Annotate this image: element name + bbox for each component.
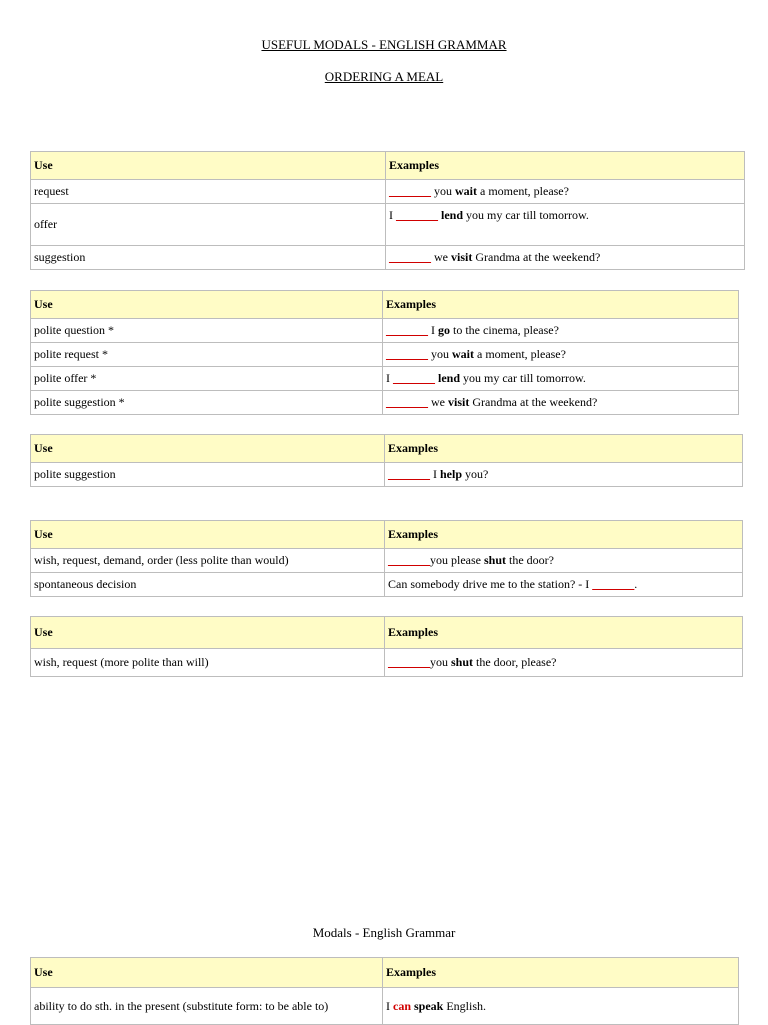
example-cell: _______ you wait a moment, please?: [383, 343, 739, 367]
page-subtitle: ORDERING A MEAL: [324, 69, 444, 84]
example-cell: _______ we visit Grandma at the weekend?: [386, 246, 745, 270]
table-row: [31, 391, 739, 415]
use-cell: wish, request, demand, order (less polite than would): [31, 549, 385, 573]
header-examples: Examples: [383, 958, 739, 988]
table-row: [31, 463, 743, 487]
use-cell: polite offer *: [31, 367, 383, 391]
example-cell: _______ I help you?: [385, 463, 743, 487]
modals-table-6: [30, 957, 739, 1025]
blank-gap: _______: [396, 208, 438, 222]
table-row: [31, 319, 739, 343]
modals-table-4: [30, 520, 743, 597]
table-header-row: [31, 617, 743, 649]
table-row: [31, 649, 743, 677]
page-title: USEFUL MODALS - ENGLISH GRAMMAR: [261, 37, 507, 52]
table-header-row: [31, 521, 743, 549]
example-cell: _______ we visit Grandma at the weekend?: [383, 391, 739, 415]
use-cell: ability to do sth. in the present (substitute form: to be able to): [31, 988, 383, 1025]
blank-gap: _______: [389, 184, 431, 198]
use-cell: suggestion: [31, 246, 386, 270]
example-cell: _______you please shut the door?: [385, 549, 743, 573]
example-cell: _______ I go to the cinema, please?: [383, 319, 739, 343]
use-cell: polite question *: [31, 319, 383, 343]
modals-table-5: [30, 616, 743, 677]
blank-gap: _______: [389, 250, 431, 264]
table-header-row: [31, 152, 745, 180]
modals-table-2: [30, 290, 739, 415]
header-use: Use: [31, 152, 386, 180]
table-header-row: [31, 435, 743, 463]
table-row: [31, 573, 743, 597]
example-cell: I _______ lend you my car till tomorrow.: [386, 204, 745, 246]
example-cell: _______ you wait a moment, please?: [386, 180, 745, 204]
use-cell: polite request *: [31, 343, 383, 367]
table-row: [31, 367, 739, 391]
table-row: [31, 549, 743, 573]
example-cell: _______you shut the door, please?: [385, 649, 743, 677]
blank-gap: _______: [388, 553, 430, 567]
blank-gap: _______: [592, 577, 635, 591]
modals-table-1: [30, 151, 745, 270]
use-cell: wish, request (more polite than will): [31, 649, 385, 677]
header-use: Use: [31, 291, 383, 319]
example-cell: Can somebody drive me to the station? - I _______.: [385, 573, 743, 597]
header-use: Use: [31, 435, 385, 463]
use-cell: polite suggestion *: [31, 391, 383, 415]
header-examples: Examples: [385, 521, 743, 549]
header-use: Use: [31, 617, 385, 649]
table-row: [31, 180, 745, 204]
use-cell: polite suggestion: [31, 463, 385, 487]
modal-verb: can: [393, 998, 411, 1013]
example-cell: I _______ lend you my car till tomorrow.: [383, 367, 739, 391]
header-examples: Examples: [385, 617, 743, 649]
blank-gap: _______: [386, 323, 428, 337]
section-caption: Modals - English Grammar: [312, 925, 456, 940]
table-row: [31, 343, 739, 367]
blank-gap: _______: [393, 371, 435, 385]
blank-gap: _______: [388, 655, 430, 669]
blank-gap: _______: [386, 395, 428, 409]
table-row: [31, 988, 739, 1025]
header-use: Use: [31, 958, 383, 988]
table-row: [31, 204, 745, 246]
table-row: [31, 246, 745, 270]
blank-gap: _______: [388, 467, 430, 481]
use-cell: spontaneous decision: [31, 573, 385, 597]
header-examples: Examples: [386, 152, 745, 180]
header-use: Use: [31, 521, 385, 549]
example-cell: I can speak English.: [383, 988, 739, 1025]
use-cell: offer: [31, 204, 386, 246]
table-header-row: [31, 958, 739, 988]
table-header-row: [31, 291, 739, 319]
modals-table-3: [30, 434, 743, 487]
blank-gap: _______: [386, 347, 428, 361]
header-examples: Examples: [383, 291, 739, 319]
use-cell: request: [31, 180, 386, 204]
header-examples: Examples: [385, 435, 743, 463]
